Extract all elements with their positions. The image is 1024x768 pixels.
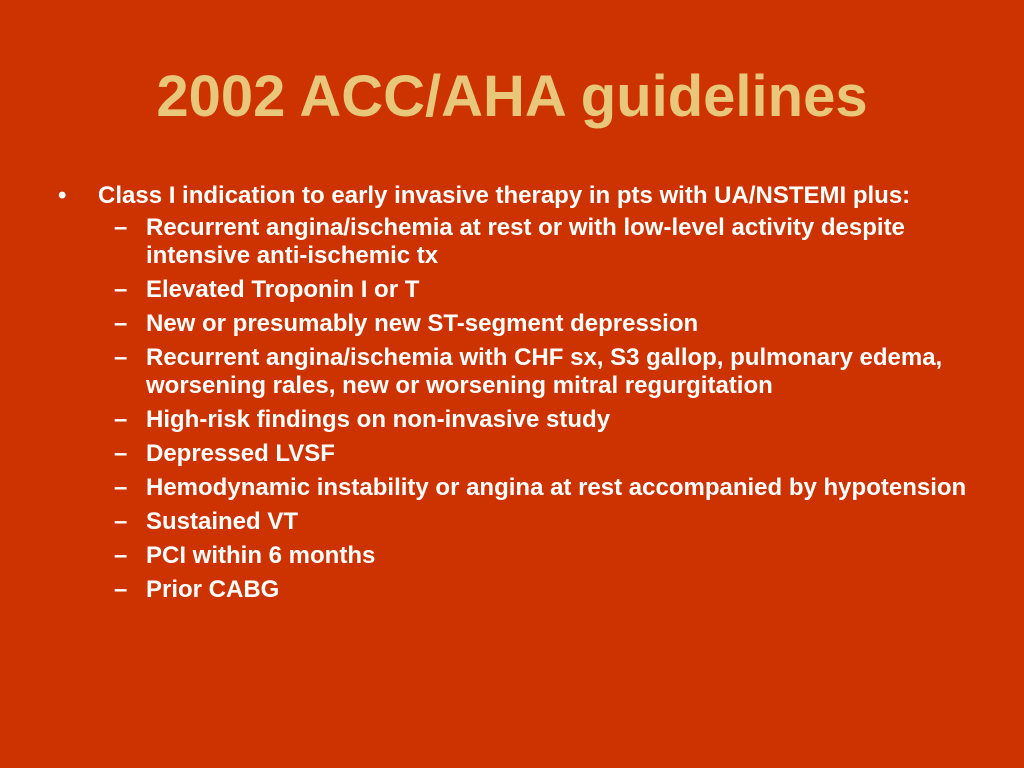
sub-bullet-text: Depressed LVSF <box>146 440 335 467</box>
dash-marker: – <box>114 214 128 241</box>
sub-bullet-text: Sustained VT <box>146 508 299 535</box>
sub-bullet-text: New or presumably new ST-segment depression <box>146 310 699 337</box>
dash-marker: – <box>114 474 128 501</box>
dash-marker: – <box>114 406 128 433</box>
sub-bullet-item <box>58 310 988 338</box>
sub-bullet-item <box>58 474 988 502</box>
sub-bullet-item <box>58 440 988 468</box>
sub-bullet-item <box>58 214 988 270</box>
dash-marker: – <box>114 440 128 467</box>
sub-bullet-item <box>58 344 988 400</box>
dash-marker: – <box>114 344 128 371</box>
dash-marker: – <box>114 542 128 569</box>
main-bullet-text: Class I indication to early invasive therapy in pts with UA/NSTEMI plus: <box>98 182 911 209</box>
sub-bullet-item <box>58 406 988 434</box>
sub-bullet-text: Hemodynamic instability or angina at rest accompanied by hypotension <box>146 474 967 501</box>
sub-bullet-text: Elevated Troponin I or T <box>146 276 420 303</box>
sub-bullet-item <box>58 276 988 304</box>
sub-bullet-item <box>58 542 988 570</box>
sub-bullet-item <box>58 508 988 536</box>
sub-bullet-text: Recurrent angina/ischemia at rest or with low-level activity despite intensive anti-ischemic tx <box>146 214 905 269</box>
sub-bullet-list <box>58 214 988 604</box>
sub-bullet-item <box>58 576 988 604</box>
bullet-dot: • <box>58 182 67 209</box>
sub-bullet-text: Prior CABG <box>146 576 280 603</box>
sub-bullet-text: Recurrent angina/ischemia with CHF sx, S3 gallop, pulmonary edema, worsening rales, new or worsening mitral regurgitation <box>146 344 943 399</box>
dash-marker: – <box>114 276 128 303</box>
main-bullet <box>58 182 988 210</box>
dash-marker: – <box>114 310 128 337</box>
slide-content <box>58 182 988 610</box>
dash-marker: – <box>114 576 128 603</box>
sub-bullet-text: PCI within 6 months <box>146 542 376 569</box>
sub-bullet-text: High-risk findings on non-invasive study <box>146 406 611 433</box>
dash-marker: – <box>114 508 128 535</box>
slide-title: 2002 ACC/AHA guidelines <box>156 64 868 129</box>
